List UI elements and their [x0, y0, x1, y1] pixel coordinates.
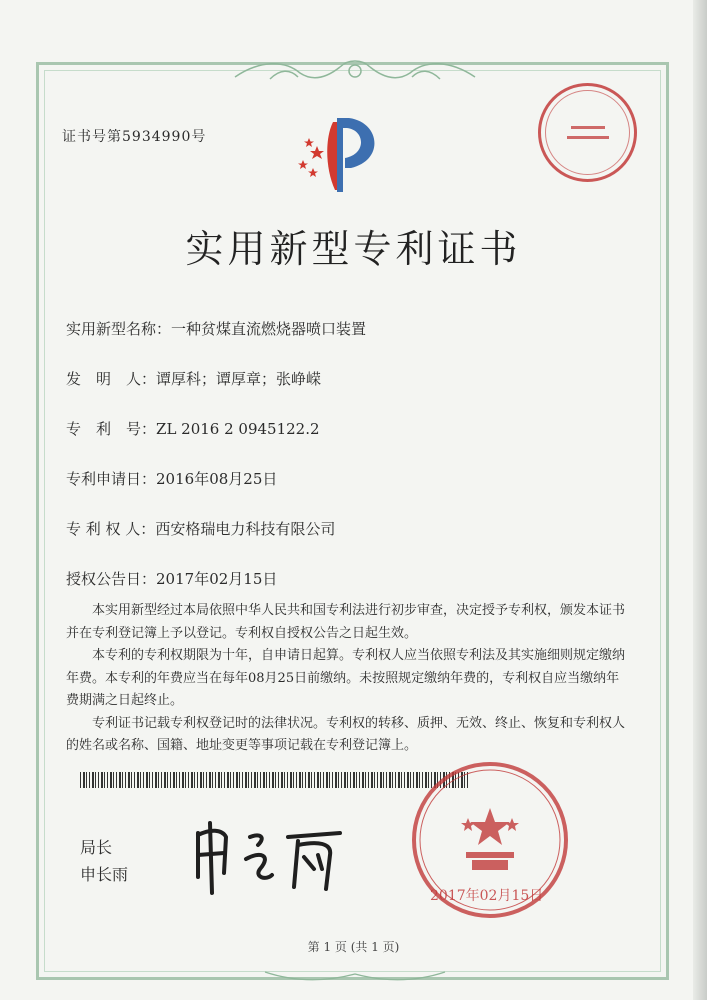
- top-ornament: [230, 55, 480, 85]
- director-title: 局长: [80, 838, 113, 857]
- bottom-ornament: [260, 966, 450, 984]
- body-paragraph: 本实用新型经过本局依照中华人民共和国专利法进行初步审查，决定授予专利权，颁发本证书并在专利登记簿上予以登记。专利权自授权公告之日起生效。: [66, 603, 626, 641]
- body-paragraph: 专利证书记载专利权登记时的法律状况。专利权的转移、质押、无效、终止、恢复和专利权人的姓名或名称、国籍、地址变更等事项记载在专利登记簿上。: [66, 715, 626, 753]
- patent-number-label: 专 利 号：: [66, 420, 157, 438]
- tax-stamp-seal: [535, 80, 640, 185]
- inventor-label: 发 明 人：: [66, 370, 157, 388]
- certificate-number: 证书号第5934990号: [62, 129, 207, 145]
- certificate-body-text: [66, 600, 631, 758]
- grant-date-label: 授权公告日：: [66, 570, 157, 588]
- director-signature: [180, 815, 350, 900]
- utility-model-name-field: [66, 318, 366, 339]
- filing-date-label: 专利申请日：: [66, 470, 157, 488]
- utility-model-name-value: 一种贫煤直流燃烧器喷口装置: [171, 320, 367, 338]
- patentee-field: [66, 518, 335, 539]
- body-paragraph: 本专利的专利权期限为十年，自申请日起算。专利权人应当依照专利法及其实施细则规定缴纳年费。本专利的年费应当在每年08月25日前缴纳。未按照规定缴纳年费的，专利权自应当缴纳年费期满之日起终止。: [66, 648, 626, 708]
- inventor-field: [66, 368, 321, 389]
- page-title: 实用新型专利证书: [185, 227, 522, 271]
- director-name: 申长雨: [80, 865, 129, 884]
- cnipa-logo-icon: [285, 108, 395, 198]
- patent-number-value: ZL 2016 2 0945122.2: [156, 420, 320, 438]
- patentee-value: 西安格瑞电力科技有限公司: [155, 520, 336, 538]
- filing-date-field: [66, 468, 277, 489]
- filing-date-value: 2016年08月25日: [156, 470, 278, 488]
- seal-date: 2017年02月15日: [430, 888, 544, 904]
- utility-model-name-label: 实用新型名称：: [66, 320, 172, 338]
- patent-number-field: [66, 418, 320, 439]
- grant-date-value: 2017年02月15日: [156, 570, 278, 588]
- page-number: 第 1 页 (共 1 页): [307, 940, 400, 954]
- page-edge-shadow: [693, 0, 707, 1000]
- grant-date-field: [66, 568, 277, 589]
- inventor-value: 谭厚科；谭厚章；张峥嵘: [156, 370, 322, 388]
- patentee-label: 专 利 权 人：: [66, 520, 156, 538]
